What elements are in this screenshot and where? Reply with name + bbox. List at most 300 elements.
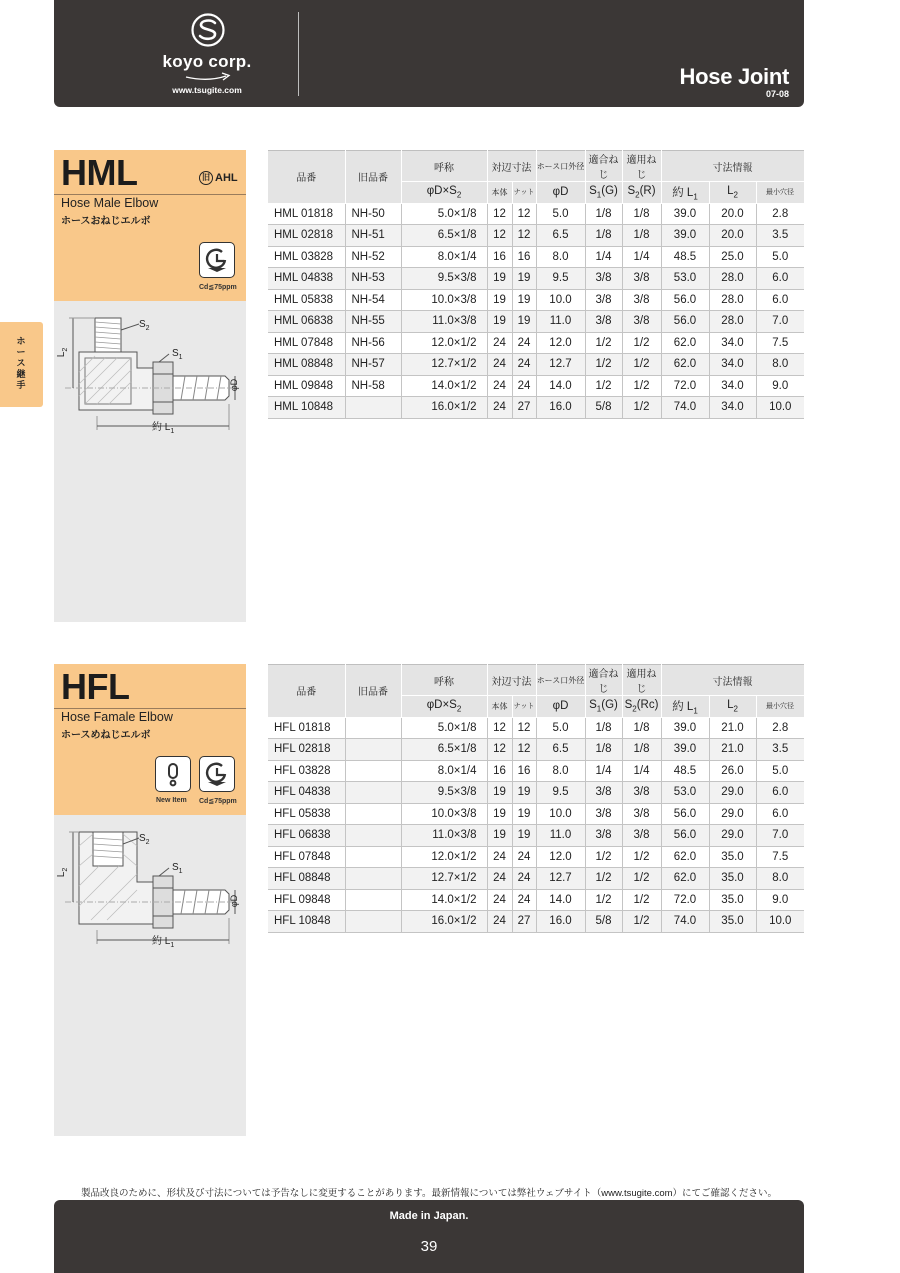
cell-s2: 1/8: [622, 739, 661, 761]
made-in-label: Made in Japan.: [389, 1210, 469, 1222]
hml-spec-table: [268, 150, 805, 419]
hfl-table-body: [268, 717, 804, 932]
col-hose-od: ホース口外径: [536, 151, 585, 182]
col-fit-thread-sub: $S_1(G)$: [585, 182, 622, 204]
cell-d: 9.5: [536, 268, 585, 290]
table-row: [268, 782, 804, 804]
cell-d: 11.0: [536, 825, 585, 847]
cell-part: HFL 06838: [268, 825, 345, 847]
cell-nut: 16: [512, 246, 536, 268]
cell-nut: 16: [512, 760, 536, 782]
cell-body: 12: [487, 225, 512, 247]
col-body: 本体: [487, 696, 512, 718]
cell-min: 6.0: [756, 289, 804, 311]
cell-d: 6.5: [536, 739, 585, 761]
cell-part: HML 04838: [268, 268, 345, 290]
cell-s2: 3/8: [622, 825, 661, 847]
cell-s1: 3/8: [585, 803, 622, 825]
cell-nut: 12: [512, 717, 536, 739]
new-item-icon: [155, 756, 191, 792]
cell-old: [345, 889, 401, 911]
cell-part: HML 05838: [268, 289, 345, 311]
page-number: 39: [420, 1238, 438, 1255]
col-old-part-no: 旧品番: [345, 665, 401, 718]
col-app-thread: 適用ねじ: [622, 665, 661, 696]
cell-part: HFL 07848: [268, 846, 345, 868]
cell-l2: 20.0: [709, 225, 756, 247]
cell-l2: 34.0: [709, 332, 756, 354]
col-nominal: 呼称: [401, 151, 487, 182]
hfl-spec-table: [268, 664, 805, 933]
cell-part: HFL 01818: [268, 717, 345, 739]
cell-body: 19: [487, 289, 512, 311]
cell-s1: 1/8: [585, 717, 622, 739]
cell-l2: 34.0: [709, 397, 756, 419]
cell-d: 16.0: [536, 397, 585, 419]
table-row: [268, 397, 804, 419]
cell-d: 12.0: [536, 332, 585, 354]
cell-s1: 1/2: [585, 332, 622, 354]
col-nut: ナット: [512, 696, 536, 718]
cell-nut: 24: [512, 889, 536, 911]
cell-l2: 29.0: [709, 825, 756, 847]
cell-body: 12: [487, 739, 512, 761]
cell-body: 24: [487, 375, 512, 397]
hml-name-jp: ホースおねじエルボ: [61, 216, 151, 227]
cell-part: HFL 05838: [268, 803, 345, 825]
arrow-right-icon: [184, 72, 232, 82]
cell-s1: 1/4: [585, 760, 622, 782]
table-row: [268, 846, 804, 868]
cell-s1: 3/8: [585, 289, 622, 311]
cell-nom: 11.0×3/8: [401, 825, 487, 847]
col-across-flats: 対辺寸法: [487, 665, 536, 696]
col-body: 本体: [487, 182, 512, 204]
koyo-logo-icon: [191, 13, 225, 47]
col-hose-od: ホース口外径: [536, 665, 585, 696]
cell-s2: 1/2: [622, 332, 661, 354]
cell-min: 9.0: [756, 889, 804, 911]
cell-body: 19: [487, 311, 512, 333]
cell-l1: 62.0: [661, 354, 709, 376]
table-row: [268, 825, 804, 847]
cell-part: HFL 03828: [268, 760, 345, 782]
table-row: [268, 760, 804, 782]
cell-nom: 6.5×1/8: [401, 739, 487, 761]
brand-url[interactable]: www.tsugite.com: [172, 85, 242, 95]
col-dims: 寸法情報: [661, 665, 804, 696]
cell-l2: 35.0: [709, 911, 756, 933]
cell-nom: 14.0×1/2: [401, 375, 487, 397]
cell-min: 6.0: [756, 268, 804, 290]
table-row: [268, 225, 804, 247]
cell-nom: 5.0×1/8: [401, 203, 487, 225]
cadmium-compliance-icon: [199, 756, 235, 792]
table-row: [268, 268, 804, 290]
cell-body: 19: [487, 825, 512, 847]
col-nominal-sub: $\varphi D\times S_2$: [401, 696, 487, 718]
cell-s2: 1/4: [622, 246, 661, 268]
cell-l1: 48.5: [661, 760, 709, 782]
col-app-thread-sub: $S_2(R)$: [622, 182, 661, 204]
cell-min: 9.0: [756, 375, 804, 397]
cell-s2: 3/8: [622, 311, 661, 333]
hfl-name-en: Hose Famale Elbow: [61, 710, 173, 724]
cell-body: 24: [487, 868, 512, 890]
cell-l2: 35.0: [709, 868, 756, 890]
cell-nut: 12: [512, 225, 536, 247]
cell-d: 12.7: [536, 868, 585, 890]
cell-min: 3.5: [756, 225, 804, 247]
cell-d: 12.7: [536, 354, 585, 376]
cell-s2: 1/2: [622, 354, 661, 376]
cell-min: 8.0: [756, 354, 804, 376]
cell-part: HFL 04838: [268, 782, 345, 804]
cell-s1: 3/8: [585, 825, 622, 847]
cell-l2: 28.0: [709, 289, 756, 311]
cell-s1: 1/4: [585, 246, 622, 268]
hml-elbow-drawing: [55, 312, 245, 432]
hml-label-s1: $S_1$: [172, 348, 183, 361]
cell-l2: 28.0: [709, 268, 756, 290]
col-dims: 寸法情報: [661, 151, 804, 182]
hml-product-card: [54, 150, 246, 301]
col-fit-thread-sub: $S_1(G)$: [585, 696, 622, 718]
cell-min: 7.0: [756, 825, 804, 847]
cell-nut: 19: [512, 289, 536, 311]
cell-s1: 1/8: [585, 203, 622, 225]
col-hose-od-sub: φD: [536, 182, 585, 204]
hml-product-code: HML: [61, 152, 138, 193]
table-row: [268, 717, 804, 739]
cell-s2: 1/4: [622, 760, 661, 782]
cell-part: HFL 08848: [268, 868, 345, 890]
cell-old: NH-50: [345, 203, 401, 225]
cell-nom: 8.0×1/4: [401, 760, 487, 782]
cell-nut: 24: [512, 375, 536, 397]
col-part-no: 品番: [268, 151, 345, 204]
cell-l1: 56.0: [661, 803, 709, 825]
cell-l2: 29.0: [709, 782, 756, 804]
cell-d: 9.5: [536, 782, 585, 804]
cell-l1: 74.0: [661, 911, 709, 933]
cell-d: 5.0: [536, 717, 585, 739]
cell-part: HFL 02818: [268, 739, 345, 761]
hfl-icon-caption: Cd≦75ppm: [199, 798, 237, 805]
cell-old: [345, 911, 401, 933]
cell-l2: 34.0: [709, 375, 756, 397]
cell-min: 5.0: [756, 760, 804, 782]
cell-old: NH-51: [345, 225, 401, 247]
cell-old: NH-56: [345, 332, 401, 354]
cell-body: 24: [487, 846, 512, 868]
cell-s2: 1/8: [622, 717, 661, 739]
page-footer: [54, 1200, 804, 1273]
cell-old: NH-52: [345, 246, 401, 268]
cell-d: 10.0: [536, 289, 585, 311]
page-title: Hose Joint: [679, 64, 789, 89]
table-row: [268, 911, 804, 933]
cell-old: NH-54: [345, 289, 401, 311]
cell-part: HML 06838: [268, 311, 345, 333]
cell-l1: 56.0: [661, 311, 709, 333]
cell-s2: 1/2: [622, 889, 661, 911]
cell-body: 12: [487, 203, 512, 225]
cell-part: HFL 09848: [268, 889, 345, 911]
hml-icon-caption: Cd≦75ppm: [199, 284, 237, 291]
header-divider: [298, 12, 299, 96]
col-app-thread: 適用ねじ: [622, 151, 661, 182]
cell-nom: 14.0×1/2: [401, 889, 487, 911]
cell-s1: 1/8: [585, 739, 622, 761]
cell-l1: 53.0: [661, 268, 709, 290]
cell-nut: 24: [512, 846, 536, 868]
new-item-caption: New Item: [156, 797, 187, 804]
table-row: [268, 739, 804, 761]
table-row: [268, 332, 804, 354]
cell-min: 5.0: [756, 246, 804, 268]
hfl-product-card: [54, 664, 246, 815]
cell-nut: 19: [512, 782, 536, 804]
cell-min: 8.0: [756, 868, 804, 890]
brand-name: koyo corp.: [162, 52, 252, 71]
cell-nom: 12.7×1/2: [401, 354, 487, 376]
cell-nom: 9.5×3/8: [401, 268, 487, 290]
cell-l2: 29.0: [709, 803, 756, 825]
col-fit-thread: 適合ねじ: [585, 151, 622, 182]
cell-nut: 19: [512, 803, 536, 825]
col-across-flats: 対辺寸法: [487, 151, 536, 182]
cell-l1: 62.0: [661, 846, 709, 868]
cell-d: 12.0: [536, 846, 585, 868]
hfl-label-l1: 約 $L_1$: [152, 936, 175, 949]
cell-l2: 25.0: [709, 246, 756, 268]
cell-d: 8.0: [536, 760, 585, 782]
hfl-elbow-drawing: [55, 826, 245, 946]
cell-part: HML 08848: [268, 354, 345, 376]
cell-d: 8.0: [536, 246, 585, 268]
col-min-bore: 最小穴径: [756, 696, 804, 718]
cell-l2: 35.0: [709, 889, 756, 911]
cell-nom: 9.5×3/8: [401, 782, 487, 804]
hml-label-l1: 約 $L_1$: [152, 422, 175, 435]
cell-part: HML 03828: [268, 246, 345, 268]
cell-nut: 12: [512, 203, 536, 225]
cell-s2: 3/8: [622, 803, 661, 825]
cell-min: 6.0: [756, 782, 804, 804]
cell-old: NH-58: [345, 375, 401, 397]
cell-body: 24: [487, 332, 512, 354]
cell-nom: 16.0×1/2: [401, 397, 487, 419]
cell-nom: 12.0×1/2: [401, 846, 487, 868]
cell-nut: 19: [512, 268, 536, 290]
col-nominal-sub: $\varphi D\times S_2$: [401, 182, 487, 204]
old-mark-icon: 旧: [199, 171, 213, 185]
cell-s2: 1/8: [622, 225, 661, 247]
cell-min: 7.0: [756, 311, 804, 333]
hml-old-code: AHL: [215, 172, 238, 184]
table-row: [268, 803, 804, 825]
cell-s1: 3/8: [585, 311, 622, 333]
hfl-name-jp: ホースめねじエルボ: [61, 730, 151, 741]
cell-d: 14.0: [536, 375, 585, 397]
cell-nut: 19: [512, 311, 536, 333]
cell-old: [345, 782, 401, 804]
cell-nut: 27: [512, 397, 536, 419]
cell-nut: 24: [512, 332, 536, 354]
cell-l1: 39.0: [661, 739, 709, 761]
cell-s2: 3/8: [622, 289, 661, 311]
cell-min: 3.5: [756, 739, 804, 761]
table-row: [268, 203, 804, 225]
cell-old: [345, 717, 401, 739]
cell-l2: 28.0: [709, 311, 756, 333]
page-header: [54, 0, 804, 107]
cell-nut: 12: [512, 739, 536, 761]
cell-nut: 19: [512, 825, 536, 847]
table-row: [268, 354, 804, 376]
section-code: 07-08: [765, 89, 789, 99]
cell-l1: 74.0: [661, 397, 709, 419]
cell-d: 11.0: [536, 311, 585, 333]
hml-label-d: φD: [229, 378, 240, 392]
cell-min: 2.8: [756, 717, 804, 739]
cell-body: 24: [487, 911, 512, 933]
hfl-label-s2: $S_2$: [139, 833, 150, 846]
col-l1: 約 $L_1$: [661, 182, 709, 204]
cell-old: [345, 868, 401, 890]
cell-part: HML 10848: [268, 397, 345, 419]
cell-nom: 16.0×1/2: [401, 911, 487, 933]
cell-l1: 53.0: [661, 782, 709, 804]
col-old-part-no: 旧品番: [345, 151, 401, 204]
cell-part: HML 07848: [268, 332, 345, 354]
cell-old: [345, 825, 401, 847]
cell-s1: 1/8: [585, 225, 622, 247]
cell-s1: 5/8: [585, 397, 622, 419]
cell-part: HFL 10848: [268, 911, 345, 933]
cell-d: 10.0: [536, 803, 585, 825]
cell-d: 14.0: [536, 889, 585, 911]
cell-l1: 56.0: [661, 289, 709, 311]
cell-old: [345, 803, 401, 825]
cell-s1: 1/2: [585, 354, 622, 376]
cell-old: NH-53: [345, 268, 401, 290]
hml-old-code-badge: [199, 171, 238, 185]
col-l1: 約 $L_1$: [661, 696, 709, 718]
cell-l2: 20.0: [709, 203, 756, 225]
change-notice: 製品改良のために、形状及び寸法については予告なしに変更することがあります。最新情報については弊社ウェブサイト（www.tsugite.com）にてご確認ください。: [80, 1188, 778, 1199]
hml-name-en: Hose Male Elbow: [61, 196, 159, 210]
cell-body: 24: [487, 889, 512, 911]
cell-body: 24: [487, 354, 512, 376]
hfl-label-l2: $L_2$: [56, 867, 70, 878]
table-row: [268, 868, 804, 890]
cell-nom: 5.0×1/8: [401, 717, 487, 739]
cell-nom: 6.5×1/8: [401, 225, 487, 247]
cell-s2: 1/2: [622, 397, 661, 419]
divider: [54, 708, 246, 709]
table-row: [268, 375, 804, 397]
cell-old: [345, 739, 401, 761]
cell-l1: 39.0: [661, 717, 709, 739]
cell-min: 7.5: [756, 846, 804, 868]
cell-body: 16: [487, 760, 512, 782]
cell-nom: 8.0×1/4: [401, 246, 487, 268]
cell-old: NH-57: [345, 354, 401, 376]
col-hose-od-sub: φD: [536, 696, 585, 718]
col-l2: $L_2$: [709, 182, 756, 204]
cell-nom: 12.0×1/2: [401, 332, 487, 354]
cell-body: 24: [487, 397, 512, 419]
cell-s2: 1/8: [622, 203, 661, 225]
cell-l2: 35.0: [709, 846, 756, 868]
cell-s2: 1/2: [622, 846, 661, 868]
cell-s1: 1/2: [585, 375, 622, 397]
cell-l1: 56.0: [661, 825, 709, 847]
cell-nut: 24: [512, 868, 536, 890]
cell-s2: 1/2: [622, 868, 661, 890]
cell-l1: 62.0: [661, 332, 709, 354]
col-app-thread-sub: $S_2(Rc)$: [622, 696, 661, 718]
cell-part: HML 02818: [268, 225, 345, 247]
cell-nom: 12.7×1/2: [401, 868, 487, 890]
hfl-label-d: φD: [229, 894, 240, 908]
cell-s2: 1/2: [622, 375, 661, 397]
cell-body: 12: [487, 717, 512, 739]
table-row: [268, 889, 804, 911]
cadmium-compliance-icon: [199, 242, 235, 278]
cell-nom: 10.0×3/8: [401, 803, 487, 825]
cell-l2: 21.0: [709, 739, 756, 761]
cell-part: HML 01818: [268, 203, 345, 225]
cell-nom: 10.0×3/8: [401, 289, 487, 311]
hml-label-s2: $S_2$: [139, 319, 150, 332]
cell-s2: 1/2: [622, 911, 661, 933]
cell-s1: 1/2: [585, 846, 622, 868]
cell-l1: 48.5: [661, 246, 709, 268]
cell-s2: 3/8: [622, 782, 661, 804]
cell-l1: 62.0: [661, 868, 709, 890]
cell-part: HML 09848: [268, 375, 345, 397]
cell-s1: 3/8: [585, 268, 622, 290]
cell-min: 2.8: [756, 203, 804, 225]
cell-old: [345, 846, 401, 868]
table-row: [268, 289, 804, 311]
cell-s1: 5/8: [585, 911, 622, 933]
cell-s1: 1/2: [585, 889, 622, 911]
cell-body: 19: [487, 803, 512, 825]
side-index-tab[interactable]: [0, 322, 43, 407]
cell-body: 16: [487, 246, 512, 268]
cell-body: 19: [487, 782, 512, 804]
cell-s1: 3/8: [585, 782, 622, 804]
cell-l1: 39.0: [661, 225, 709, 247]
cell-l1: 72.0: [661, 375, 709, 397]
col-nut: ナット: [512, 182, 536, 204]
cell-nom: 11.0×3/8: [401, 311, 487, 333]
cell-d: 16.0: [536, 911, 585, 933]
cell-min: 7.5: [756, 332, 804, 354]
cell-s1: 1/2: [585, 868, 622, 890]
cell-l1: 72.0: [661, 889, 709, 911]
cell-body: 19: [487, 268, 512, 290]
cell-min: 6.0: [756, 803, 804, 825]
cell-old: NH-55: [345, 311, 401, 333]
cell-min: 10.0: [756, 911, 804, 933]
cell-l2: 34.0: [709, 354, 756, 376]
cell-l2: 26.0: [709, 760, 756, 782]
